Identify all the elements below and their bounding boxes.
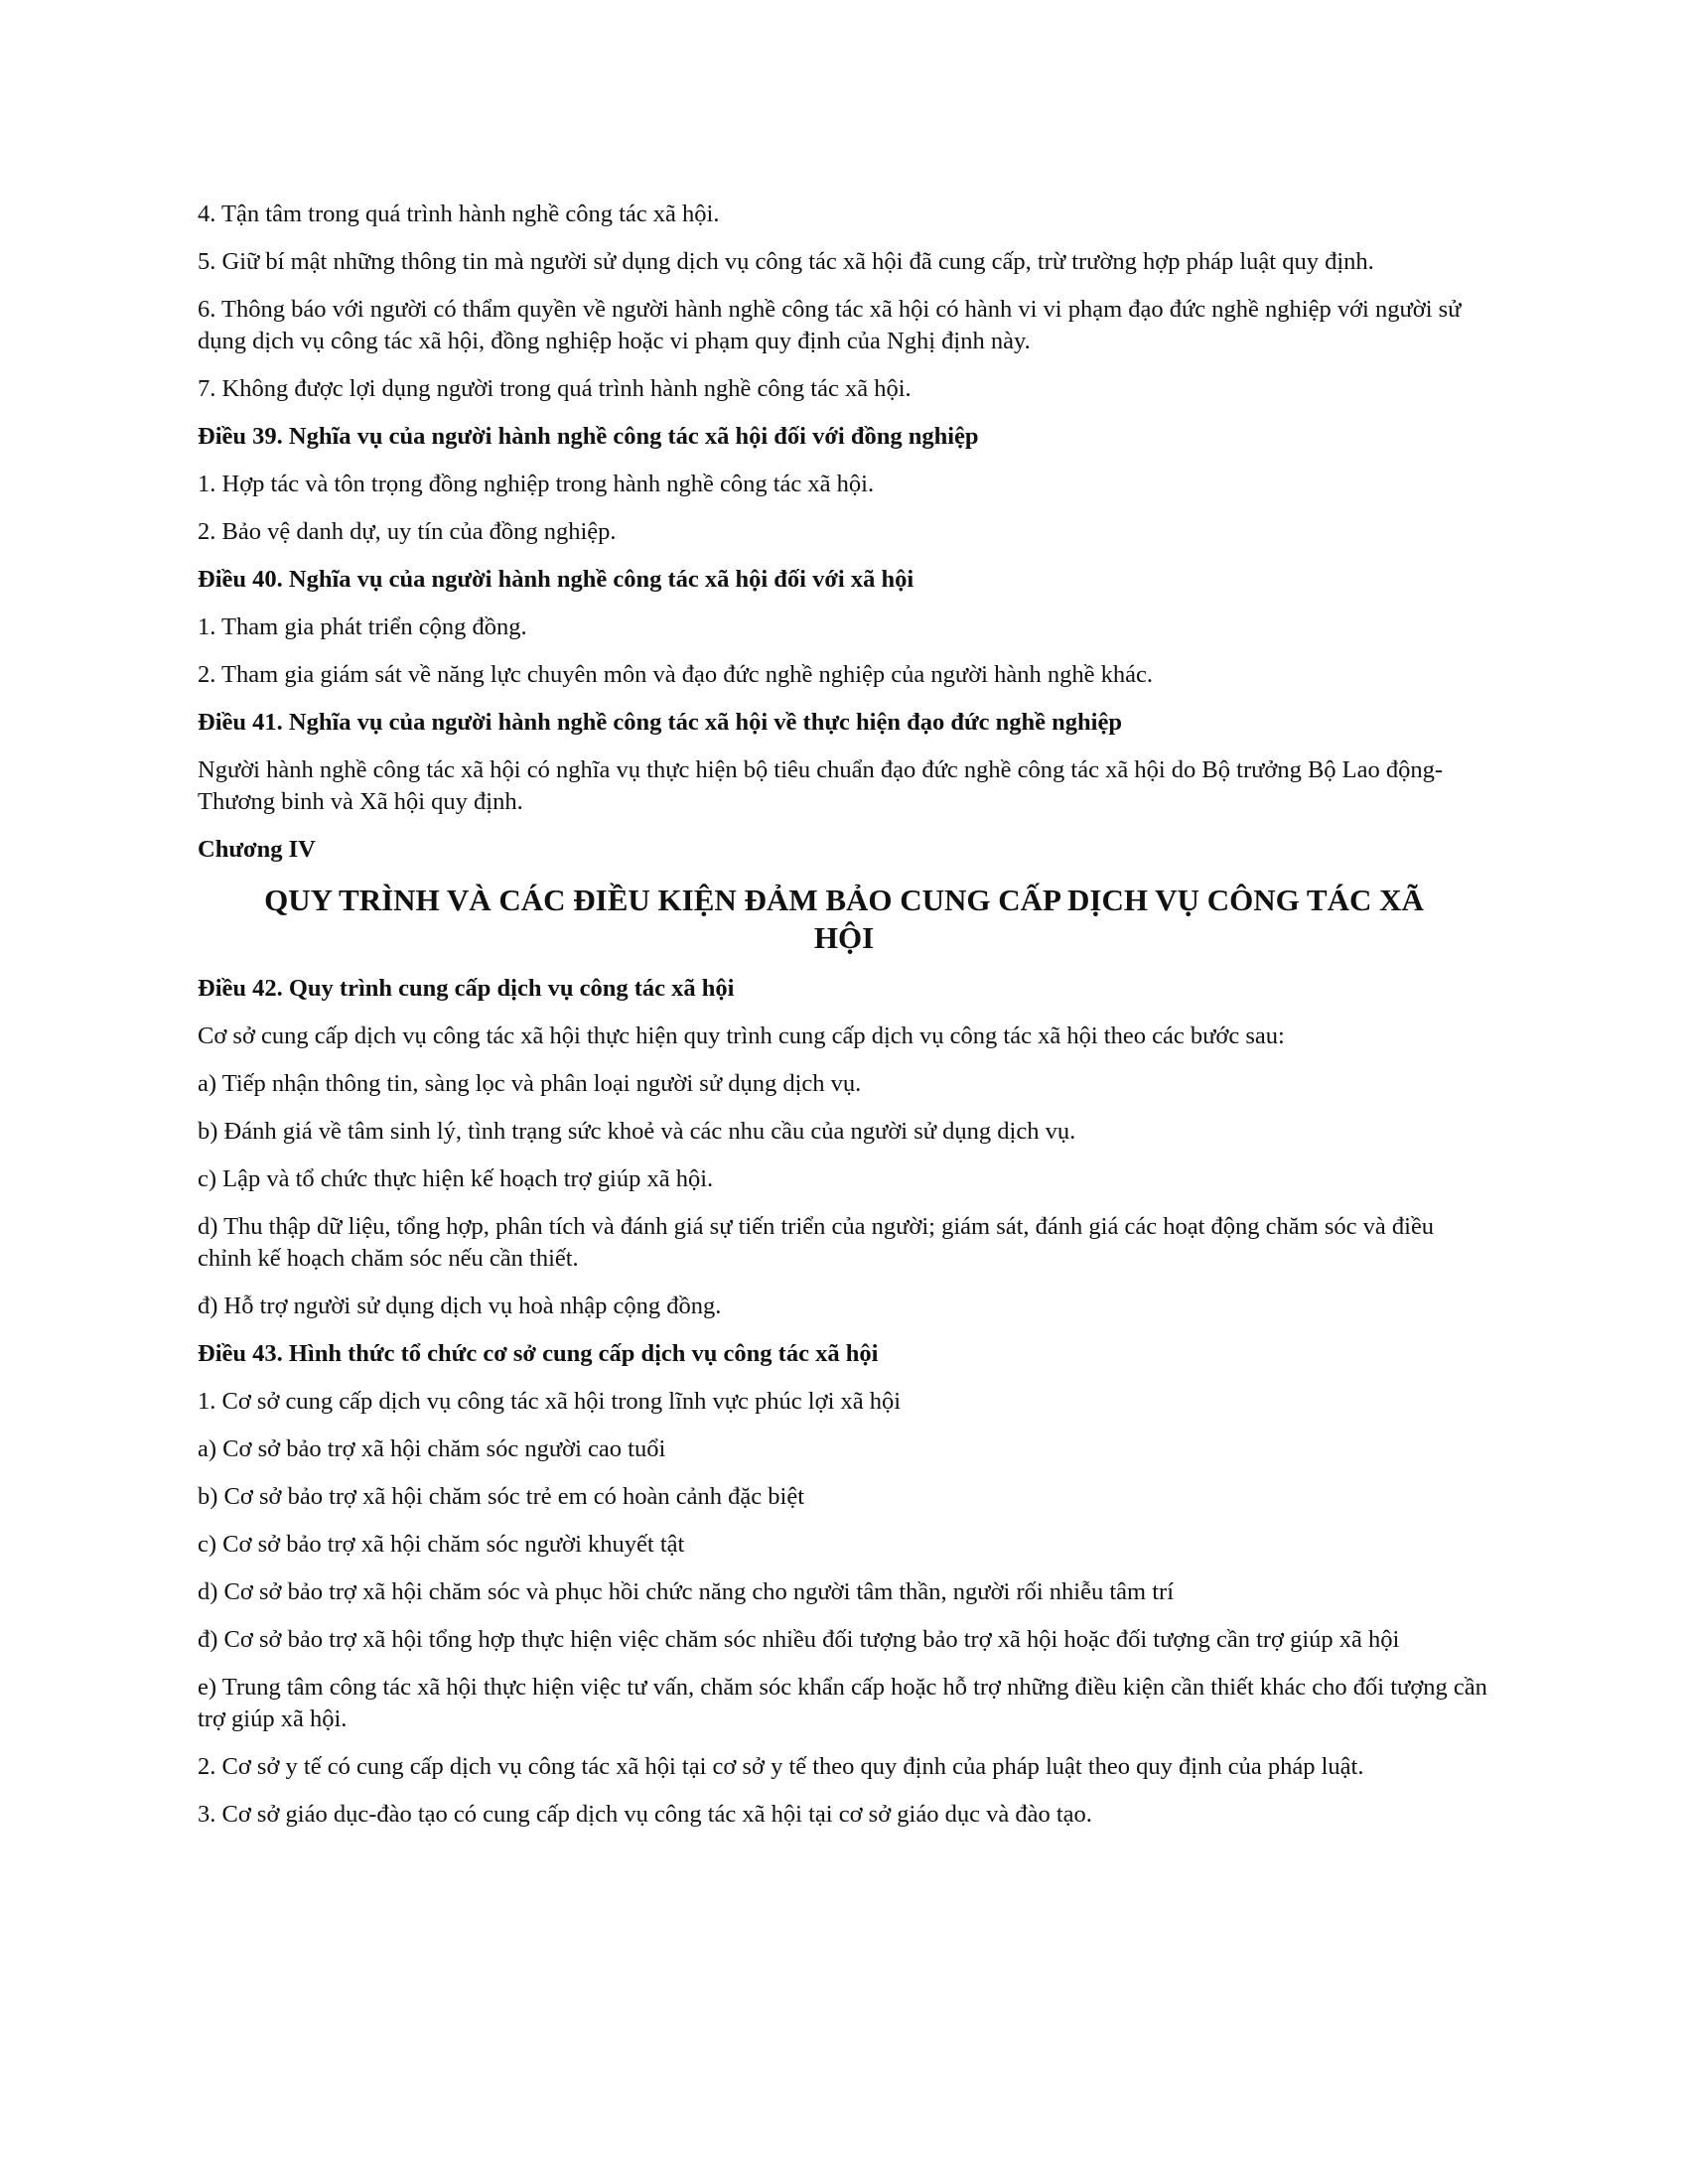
paragraph: 2. Tham gia giám sát về năng lực chuyên môn và đạo đức nghề nghiệp của người hành nghề khác. (198, 661, 1153, 688)
paragraph: 1. Tham gia phát triển cộng đồng. (198, 614, 527, 640)
list-item: c) Lập và tổ chức thực hiện kế hoạch trợ giúp xã hội. (198, 1165, 714, 1192)
paragraph: 4. Tận tâm trong quá trình hành nghề công tác xã hội. (198, 201, 720, 227)
list-item: b) Cơ sở bảo trợ xã hội chăm sóc trẻ em có hoàn cảnh đặc biệt (198, 1483, 805, 1510)
list-item: c) Cơ sở bảo trợ xã hội chăm sóc người khuyết tật (198, 1531, 685, 1558)
article-heading-41: Điều 41. Nghĩa vụ của người hành nghề công tác xã hội về thực hiện đạo đức nghề nghiệp (198, 709, 1122, 736)
chapter-title: QUY TRÌNH VÀ CÁC ĐIỀU KIỆN ĐẢM BẢO CUNG CẤP DỊCH VỤ CÔNG TÁC XÃ HỘI (264, 883, 1424, 955)
paragraph: 5. Giữ bí mật những thông tin mà người sử dụng dịch vụ công tác xã hội đã cung cấp, trừ trường hợp pháp luật quy định. (198, 248, 1374, 275)
chapter-label: Chương IV (198, 836, 316, 863)
list-item: b) Đánh giá về tâm sinh lý, tình trạng sức khoẻ và các nhu cầu của người sử dụng dịch vụ. (198, 1118, 1076, 1145)
paragraph: Cơ sở cung cấp dịch vụ công tác xã hội thực hiện quy trình cung cấp dịch vụ công tác xã hội theo các bước sau: (198, 1023, 1285, 1049)
list-item: a) Cơ sở bảo trợ xã hội chăm sóc người cao tuổi (198, 1435, 666, 1462)
list-item: d) Cơ sở bảo trợ xã hội chăm sóc và phục hồi chức năng cho người tâm thần, người rối nhiễu tâm trí (198, 1578, 1175, 1605)
paragraph: 7. Không được lợi dụng người trong quá trình hành nghề công tác xã hội. (198, 375, 912, 402)
document-body (198, 199, 1490, 1846)
article-heading-43: Điều 43. Hình thức tổ chức cơ sở cung cấp dịch vụ công tác xã hội (198, 1340, 879, 1367)
paragraph: 1. Hợp tác và tôn trọng đồng nghiệp trong hành nghề công tác xã hội. (198, 471, 875, 497)
list-item: đ) Cơ sở bảo trợ xã hội tổng hợp thực hiện việc chăm sóc nhiều đối tượng bảo trợ xã hội hoặc đối tượng cần trợ giúp xã hội (198, 1626, 1400, 1653)
paragraph: 1. Cơ sở cung cấp dịch vụ công tác xã hội trong lĩnh vực phúc lợi xã hội (198, 1388, 902, 1415)
article-heading-40: Điều 40. Nghĩa vụ của người hành nghề công tác xã hội đối với xã hội (198, 566, 914, 593)
article-heading-39: Điều 39. Nghĩa vụ của người hành nghề công tác xã hội đối với đồng nghiệp (198, 423, 979, 450)
list-item: d) Thu thập dữ liệu, tổng hợp, phân tích và đánh giá sự tiến triển của người; giám sát, đánh giá các hoạt động chăm sóc và điều chỉnh kế hoạch chăm sóc nếu cần thiết. (198, 1213, 1435, 1272)
list-item: e) Trung tâm công tác xã hội thực hiện việc tư vấn, chăm sóc khẩn cấp hoặc hỗ trợ những điều kiện cần thiết khác cho đối tượng cần trợ giúp xã hội. (198, 1674, 1487, 1732)
paragraph: 2. Bảo vệ danh dự, uy tín của đồng nghiệp. (198, 518, 617, 545)
paragraph: Người hành nghề công tác xã hội có nghĩa vụ thực hiện bộ tiêu chuẩn đạo đức nghề công tác xã hội do Bộ trưởng Bộ Lao động-Thương binh và Xã hội quy định. (198, 756, 1444, 815)
article-heading-42: Điều 42. Quy trình cung cấp dịch vụ công tác xã hội (198, 975, 735, 1002)
list-item: a) Tiếp nhận thông tin, sàng lọc và phân loại người sử dụng dịch vụ. (198, 1070, 862, 1097)
paragraph: 3. Cơ sở giáo dục-đào tạo có cung cấp dịch vụ công tác xã hội tại cơ sở giáo dục và đào tạo. (198, 1801, 1092, 1828)
paragraph: 6. Thông báo với người có thẩm quyền về người hành nghề công tác xã hội có hành vi vi phạm đạo đức nghề nghiệp với người sử dụng dịch vụ công tác xã hội, đồng nghiệp hoặc vi phạm quy định của Nghị định này. (198, 296, 1462, 354)
list-item: đ) Hỗ trợ người sử dụng dịch vụ hoà nhập cộng đồng. (198, 1293, 722, 1319)
paragraph: 2. Cơ sở y tế có cung cấp dịch vụ công tác xã hội tại cơ sở y tế theo quy định của pháp luật theo quy định của pháp luật. (198, 1753, 1364, 1780)
